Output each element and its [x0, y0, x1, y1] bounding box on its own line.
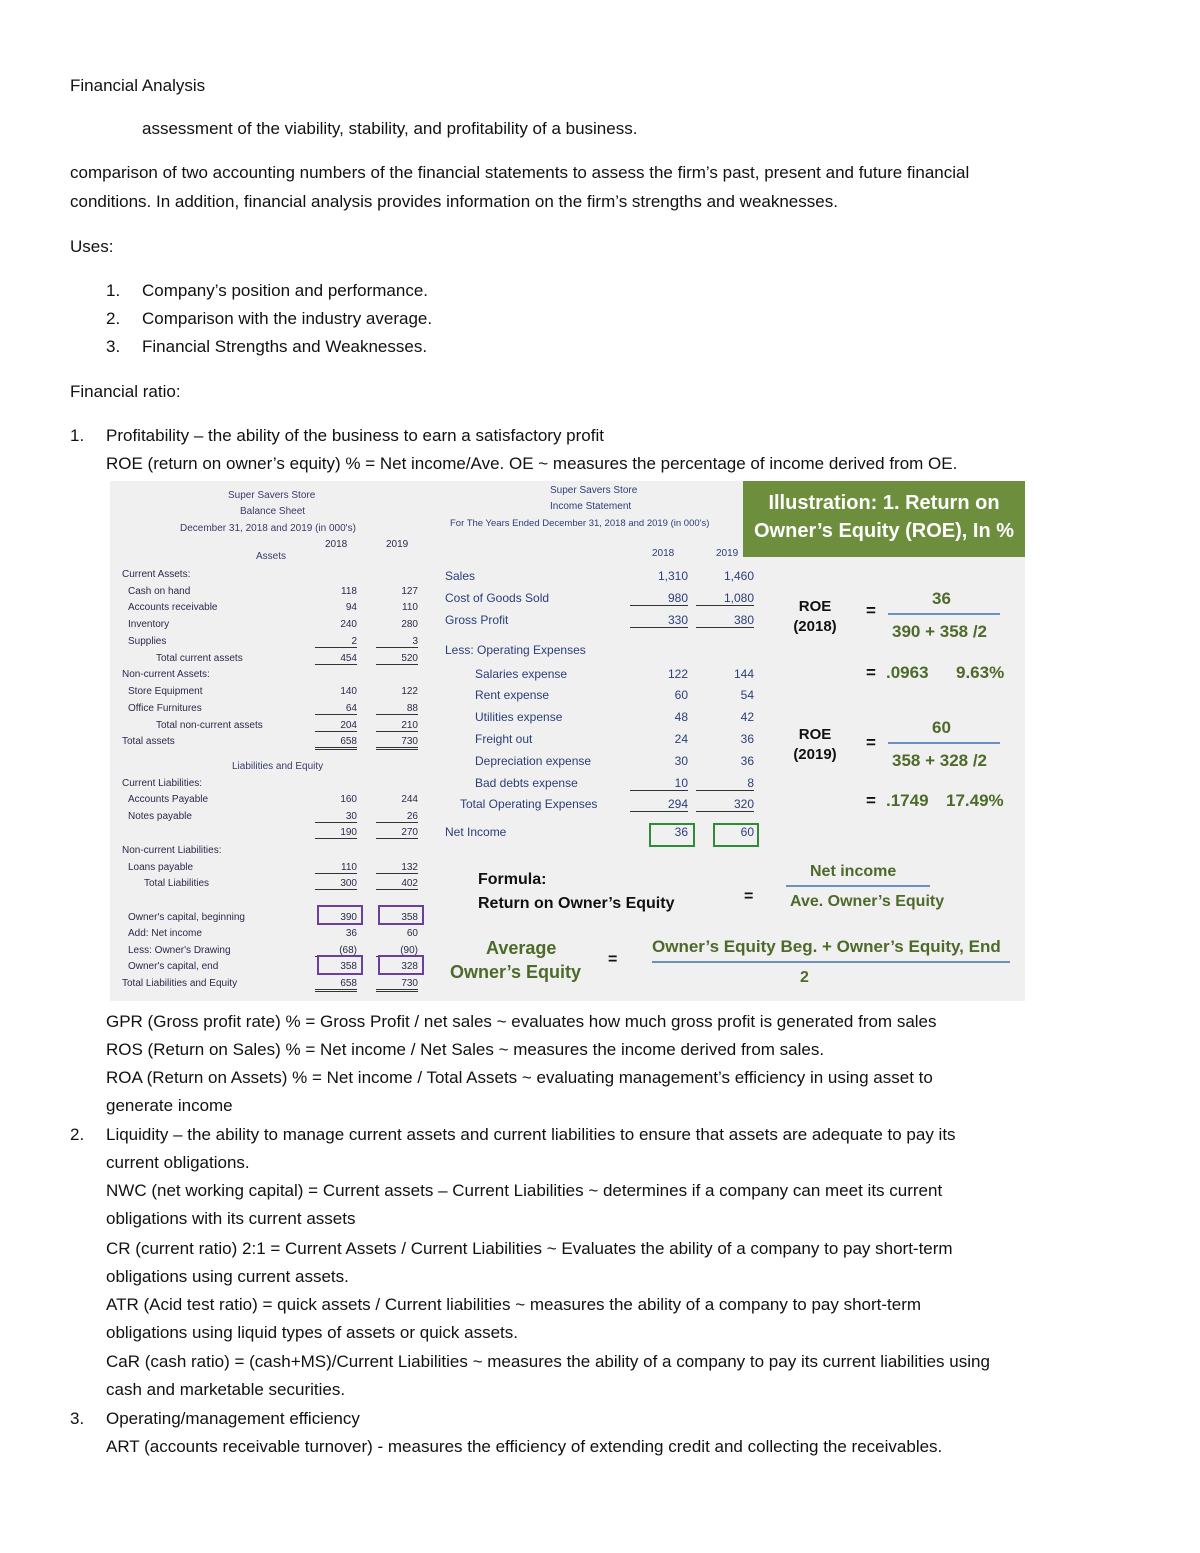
- bs-total-cl-2019: 270: [376, 827, 418, 839]
- bs-row-2018: 2: [315, 636, 357, 648]
- is-row-2019: 1,460: [723, 569, 754, 583]
- roe-2018-percent: 9.63%: [956, 663, 1005, 682]
- section-number: 3.: [70, 1409, 85, 1428]
- bs-total-cl-2018: 190: [315, 827, 357, 839]
- bs-row-label: Inventory: [128, 619, 170, 630]
- bs-row-2018: 94: [345, 602, 357, 613]
- bs-row-label: Supplies: [128, 636, 167, 647]
- bs-row-label: Office Furnitures: [128, 703, 202, 714]
- bs-row-label: Less: Owner's Drawing: [128, 945, 231, 956]
- fraction-bar: [888, 613, 1000, 615]
- roe-definition: ROE (return on owner’s equity) % = Net income/Ave. OE ~ measures the percentage of income derived from OE.: [106, 454, 958, 473]
- bs-row-2019: 244: [401, 794, 418, 805]
- page-title: Financial Analysis: [70, 76, 206, 95]
- bs-row-2019: 127: [401, 586, 418, 597]
- use-item: Financial Strengths and Weaknesses.: [142, 337, 428, 356]
- roe-year: (2018): [793, 618, 837, 635]
- is-year-2018: 2018: [652, 548, 675, 559]
- bs-total-2019: 402: [376, 878, 418, 890]
- bs-total-2018: 204: [315, 720, 357, 732]
- average-denominator: 2: [800, 969, 809, 986]
- average-numerator: Owner’s Equity Beg. + Owner’s Equity, End: [652, 937, 1001, 956]
- is-row-2018: 330: [630, 613, 688, 628]
- bs-row-2019: 328: [401, 961, 418, 972]
- is-period: For The Years Ended December 31, 2018 and 2019 (in 000's): [450, 518, 710, 529]
- bs-date: December 31, 2018 and 2019 (in 000's): [180, 523, 356, 534]
- bs-row-2019: 110: [402, 602, 418, 613]
- bs-row-2019: (90): [376, 945, 418, 957]
- average-label: Average: [486, 938, 557, 958]
- fraction-bar: [888, 742, 1000, 744]
- profitability-heading: Profitability – the ability of the business to earn a satisfactory profit: [106, 426, 604, 445]
- roe-2019-numerator: 60: [932, 718, 951, 737]
- bs-row-label: Owner's capital, end: [128, 961, 219, 972]
- bs-total-label: Total non-current assets: [156, 720, 263, 731]
- gpr-definition: GPR (Gross profit rate) % = Gross Profit / net sales ~ evaluates how much gross profit is generated from sales: [106, 1012, 937, 1031]
- bs-row-label: Accounts receivable: [128, 602, 218, 613]
- bs-row-2018: 64: [315, 703, 357, 715]
- bs-title: Balance Sheet: [240, 506, 306, 517]
- roe-2019-decimal: .1749: [886, 791, 929, 810]
- bs-row-2018: 36: [345, 928, 357, 939]
- bs-total-2019: 520: [376, 653, 418, 665]
- is-expense-row-2019: 36: [740, 732, 754, 746]
- roe-2019-label: [790, 725, 840, 765]
- bs-total-label: Total current assets: [156, 653, 243, 664]
- bs-row-2018: 30: [315, 811, 357, 823]
- is-expense-row-label: Depreciation expense: [475, 754, 592, 768]
- bs-total-2019: 210: [376, 720, 418, 732]
- formula-denominator: Ave. Owner’s Equity: [790, 893, 945, 910]
- is-expense-row-2019: 42: [740, 710, 754, 724]
- is-expense-row-2018: 24: [674, 732, 688, 746]
- bs-row-2018: 390: [340, 912, 357, 923]
- use-number: 1.: [106, 281, 121, 300]
- bs-row-label: Accounts Payable: [128, 794, 209, 805]
- average-label-2: Owner’s Equity: [450, 962, 582, 982]
- comparison-text-2: conditions. In addition, financial analysis provides information on the firm’s strengths and weaknesses.: [70, 192, 838, 211]
- is-expense-row-2018: 10: [630, 776, 688, 791]
- atr-definition-1: ATR (Acid test ratio) = quick assets / Current liabilities ~ measures the ability of a company to pay short-term: [106, 1295, 922, 1314]
- header-line-2: Owner’s Equity (ROE), In %: [753, 520, 1015, 542]
- is-less-opex: Less: Operating Expenses: [445, 643, 586, 657]
- is-expense-row-2019: 36: [740, 754, 754, 768]
- roe-illustration: [110, 481, 1025, 1001]
- bs-row-2018: 240: [340, 619, 357, 630]
- bs-row-2018: (68): [315, 945, 357, 957]
- equals-sign: =: [866, 791, 876, 810]
- bs-total-2018: 300: [315, 878, 357, 890]
- is-row-2019: 1,080: [696, 591, 754, 606]
- roe-2018-decimal: .0963: [886, 663, 929, 682]
- cr-definition-1: CR (current ratio) 2:1 = Current Assets / Current Liabilities ~ Evaluates the ability of a company to pay short-term: [106, 1239, 953, 1258]
- net-income-box: [713, 823, 759, 847]
- section-number: 1.: [70, 426, 85, 445]
- header-line-1: Illustration: 1. Return on: [768, 492, 1000, 514]
- bs-total-2019: 730: [376, 978, 418, 992]
- bs-row-2019: 88: [376, 703, 418, 715]
- bs-assets-heading: Assets: [256, 551, 287, 562]
- is-expense-row-2018: 48: [674, 710, 688, 724]
- equals-sign: =: [866, 601, 876, 620]
- roe-2018-numerator: 36: [932, 589, 951, 608]
- is-expense-row-label: Bad debts expense: [475, 776, 578, 790]
- bs-row-2019: 26: [376, 811, 418, 823]
- bs-total-2018: 658: [315, 736, 357, 750]
- bs-row-2019: 280: [401, 619, 418, 630]
- highlight-box: [378, 905, 424, 925]
- art-definition: ART (accounts receivable turnover) - measures the efficiency of extending credit and collecting the receivables.: [106, 1437, 943, 1456]
- is-row-2019: 380: [696, 613, 754, 628]
- is-expense-row-label: Utilities expense: [475, 710, 563, 724]
- bs-year-2018: 2018: [325, 539, 348, 550]
- section-number: 2.: [70, 1125, 85, 1144]
- bs-row-2018: 358: [340, 961, 357, 972]
- bs-total-2019: 730: [376, 736, 418, 750]
- cr-definition-2: obligations using current assets.: [106, 1267, 349, 1286]
- fraction-bar: [652, 961, 1010, 963]
- ratio-label: Financial ratio:: [70, 382, 181, 401]
- is-expense-row-2019: 144: [733, 667, 754, 681]
- bs-year-2019: 2019: [386, 539, 409, 550]
- atr-definition-2: obligations using liquid types of assets or quick assets.: [106, 1323, 519, 1342]
- bs-row-2019: 3: [376, 636, 418, 648]
- bs-row-2018: 160: [340, 794, 357, 805]
- roe-2018-label: [790, 597, 840, 637]
- bs-total-2018: 658: [315, 978, 357, 992]
- formula-numerator: Net income: [810, 863, 897, 880]
- car-definition-1: CaR (cash ratio) = (cash+MS)/Current Liabilities ~ measures the ability of a company to pay its current liabilities using: [106, 1352, 990, 1371]
- is-row-label: Sales: [445, 569, 476, 583]
- use-item: Comparison with the industry average.: [142, 309, 433, 328]
- bs-row-2018: 140: [340, 686, 357, 697]
- roa-definition-2: generate income: [106, 1096, 233, 1115]
- roe-label: ROE: [798, 726, 832, 743]
- bs-total-2018: 454: [315, 653, 357, 665]
- bs-row-label: Owner's capital, beginning: [128, 912, 245, 923]
- illustration-header: [743, 481, 1025, 557]
- bs-noncurrent-liab: Non-current Liabilities:: [122, 845, 222, 856]
- bs-le-heading: Liabilities and Equity: [232, 761, 324, 772]
- is-row-label: Gross Profit: [445, 613, 509, 627]
- bs-row-2019: 60: [406, 928, 418, 939]
- bs-row-label: Store Equipment: [128, 686, 203, 697]
- equals-sign: =: [744, 888, 754, 905]
- is-expense-row-2018: 60: [674, 688, 688, 702]
- is-net-income-2018: 36: [674, 825, 688, 839]
- is-expense-row-2019: 54: [740, 688, 754, 702]
- is-expense-row-label: Rent expense: [475, 688, 550, 702]
- highlight-box: [317, 955, 363, 975]
- bs-company: Super Savers Store: [228, 490, 316, 501]
- bs-row-label: Add: Net income: [128, 928, 202, 939]
- is-expense-row-label: Salaries expense: [475, 667, 568, 681]
- is-year-2019: 2019: [716, 548, 739, 559]
- bs-total-label: Total assets: [122, 736, 175, 747]
- roe-year: (2019): [793, 746, 837, 763]
- nwc-definition-1: NWC (net working capital) = Current assets – Current Liabilities ~ determines if a company can meet its current: [106, 1181, 943, 1200]
- nwc-definition-2: obligations with its current assets: [106, 1209, 356, 1228]
- bs-row-label: Loans payable: [128, 862, 194, 873]
- is-expense-row-2019: 8: [696, 776, 754, 791]
- use-number: 2.: [106, 309, 121, 328]
- is-total-2018: 294: [630, 797, 688, 812]
- bs-current-assets: Current Assets:: [122, 569, 191, 580]
- is-row-2018: 1,310: [657, 569, 688, 583]
- is-company: Super Savers Store: [550, 485, 638, 496]
- equals-sign: =: [866, 663, 876, 682]
- is-title: Income Statement: [550, 501, 632, 512]
- bs-total-label: Total Liabilities: [144, 878, 210, 889]
- ros-definition: ROS (Return on Sales) % = Net income / Net Sales ~ measures the income derived from sales.: [106, 1040, 825, 1059]
- bs-total-label: Total Liabilities and Equity: [122, 978, 238, 989]
- roe-label: ROE: [798, 598, 832, 615]
- bs-row-2019: 132: [376, 862, 418, 874]
- is-net-income-2019: 60: [740, 825, 754, 839]
- is-row-2018: 980: [630, 591, 688, 606]
- equals-sign: =: [608, 951, 618, 968]
- bs-row-2019: 122: [401, 686, 418, 697]
- is-total-label: Total Operating Expenses: [460, 797, 598, 811]
- net-income-box: [649, 823, 695, 847]
- highlight-box: [317, 905, 363, 925]
- formula-label: Formula:: [478, 871, 547, 888]
- liquidity-heading-1: Liquidity – the ability to manage current assets and current liabilities to ensure that assets are adequate to pay its: [106, 1125, 956, 1144]
- equals-sign: =: [866, 733, 876, 752]
- highlight-box: [378, 955, 424, 975]
- use-item: Company’s position and performance.: [142, 281, 429, 300]
- roe-2019-percent: 17.49%: [946, 791, 1004, 810]
- bs-row-label: Notes payable: [128, 811, 192, 822]
- bs-row-label: Cash on hand: [128, 586, 191, 597]
- bs-row-2018: 110: [315, 862, 357, 874]
- roe-2018-denominator: 390 + 358 /2: [892, 622, 988, 641]
- roe-2019-denominator: 358 + 328 /2: [892, 751, 988, 770]
- comparison-text-1: comparison of two accounting numbers of the financial statements to assess the firm’s past, present and future financial: [70, 163, 970, 182]
- bs-row-2019: 358: [401, 912, 418, 923]
- definition-text: assessment of the viability, stability, and profitability of a business.: [142, 119, 638, 138]
- uses-label: Uses:: [70, 237, 114, 256]
- bs-noncurrent-assets: Non-current Assets:: [122, 669, 210, 680]
- is-row-label: Cost of Goods Sold: [445, 591, 550, 605]
- is-expense-row-label: Freight out: [475, 732, 533, 746]
- bs-current-liab: Current Liabilities:: [122, 778, 203, 789]
- is-expense-row-2018: 122: [667, 667, 688, 681]
- roa-definition-1: ROA (Return on Assets) % = Net income / Total Assets ~ evaluating management’s efficiency in using asset to: [106, 1068, 933, 1087]
- is-expense-row-2018: 30: [674, 754, 688, 768]
- efficiency-heading: Operating/management efficiency: [106, 1409, 360, 1428]
- is-total-2019: 320: [696, 797, 754, 812]
- bs-row-2018: 118: [341, 586, 357, 597]
- formula-name: Return on Owner’s Equity: [478, 895, 675, 912]
- is-net-income-label: Net Income: [445, 825, 507, 839]
- fraction-bar: [786, 885, 930, 887]
- use-number: 3.: [106, 337, 121, 356]
- car-definition-2: cash and marketable securities.: [106, 1380, 346, 1399]
- liquidity-heading-2: current obligations.: [106, 1153, 250, 1172]
